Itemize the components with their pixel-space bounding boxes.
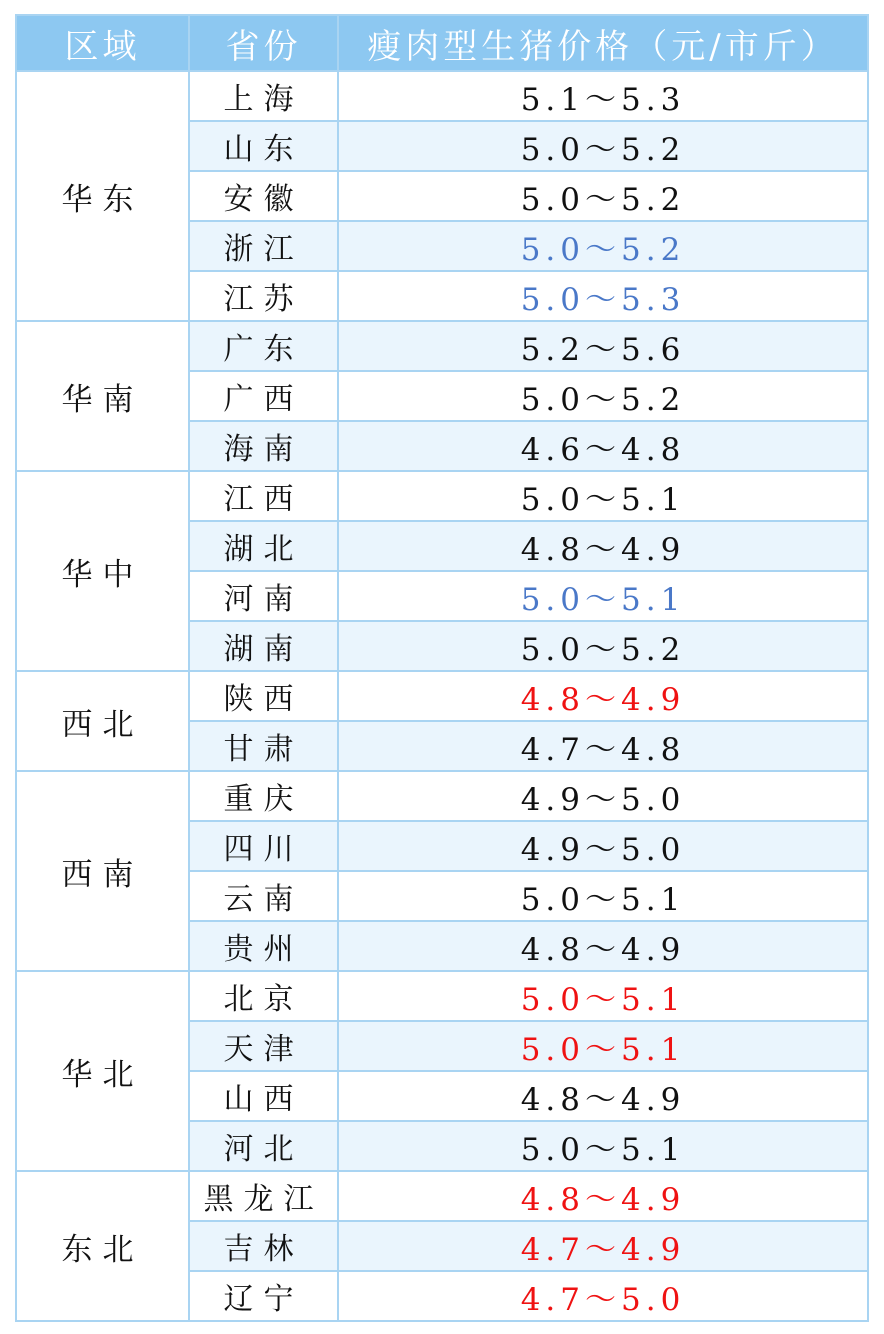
table-row [16, 971, 868, 1021]
price-table-container [15, 14, 867, 1322]
province-cell: 贵州 [189, 921, 338, 971]
price-cell: 5.1～5.3 [338, 71, 868, 121]
price-cell: 5.0～5.1 [338, 871, 868, 921]
province-cell: 四川 [189, 821, 338, 871]
price-cell: 4.8～4.9 [338, 1071, 868, 1121]
price-cell: 5.0～5.1 [338, 1021, 868, 1071]
province-cell: 上海 [189, 71, 338, 121]
region-cell: 华北 [16, 971, 189, 1171]
price-cell: 4.6～4.8 [338, 421, 868, 471]
price-cell: 4.9～5.0 [338, 771, 868, 821]
province-cell: 海南 [189, 421, 338, 471]
province-cell: 重庆 [189, 771, 338, 821]
province-cell: 安徽 [189, 171, 338, 221]
price-cell: 5.0～5.2 [338, 371, 868, 421]
province-cell: 湖南 [189, 621, 338, 671]
province-cell: 云南 [189, 871, 338, 921]
province-cell: 黑龙江 [189, 1171, 338, 1221]
price-cell: 4.8～4.9 [338, 671, 868, 721]
price-cell: 4.8～4.9 [338, 921, 868, 971]
price-cell: 5.0～5.1 [338, 471, 868, 521]
header-region: 区域 [16, 15, 189, 71]
price-cell: 5.0～5.1 [338, 571, 868, 621]
header-province: 省份 [189, 15, 338, 71]
price-cell: 5.0～5.2 [338, 171, 868, 221]
province-cell: 江西 [189, 471, 338, 521]
table-row [16, 71, 868, 121]
price-cell: 5.0～5.3 [338, 271, 868, 321]
province-cell: 河南 [189, 571, 338, 621]
province-cell: 广东 [189, 321, 338, 371]
region-cell: 华东 [16, 71, 189, 321]
price-cell: 5.0～5.1 [338, 971, 868, 1021]
region-cell: 西北 [16, 671, 189, 771]
province-cell: 山西 [189, 1071, 338, 1121]
price-cell: 4.9～5.0 [338, 821, 868, 871]
region-cell: 东北 [16, 1171, 189, 1321]
province-cell: 浙江 [189, 221, 338, 271]
price-cell: 4.8～4.9 [338, 521, 868, 571]
province-cell: 江苏 [189, 271, 338, 321]
province-cell: 广西 [189, 371, 338, 421]
price-cell: 4.8～4.9 [338, 1171, 868, 1221]
region-cell: 西南 [16, 771, 189, 971]
province-cell: 吉林 [189, 1221, 338, 1271]
pig-price-table [15, 14, 869, 1322]
table-row [16, 321, 868, 371]
table-row [16, 771, 868, 821]
price-cell: 5.2～5.6 [338, 321, 868, 371]
province-cell: 辽宁 [189, 1271, 338, 1321]
region-cell: 华南 [16, 321, 189, 471]
province-cell: 湖北 [189, 521, 338, 571]
province-cell: 北京 [189, 971, 338, 1021]
table-body [16, 71, 868, 1321]
table-row [16, 1171, 868, 1221]
header-price: 瘦肉型生猪价格（元/市斤） [338, 15, 868, 71]
table-row [16, 671, 868, 721]
table-header-row [16, 15, 868, 71]
province-cell: 天津 [189, 1021, 338, 1071]
price-cell: 5.0～5.2 [338, 621, 868, 671]
province-cell: 甘肃 [189, 721, 338, 771]
price-cell: 5.0～5.2 [338, 121, 868, 171]
price-cell: 4.7～4.9 [338, 1221, 868, 1271]
province-cell: 河北 [189, 1121, 338, 1171]
region-cell: 华中 [16, 471, 189, 671]
price-cell: 4.7～5.0 [338, 1271, 868, 1321]
price-cell: 5.0～5.1 [338, 1121, 868, 1171]
table-row [16, 471, 868, 521]
price-cell: 4.7～4.8 [338, 721, 868, 771]
province-cell: 山东 [189, 121, 338, 171]
price-cell: 5.0～5.2 [338, 221, 868, 271]
province-cell: 陕西 [189, 671, 338, 721]
